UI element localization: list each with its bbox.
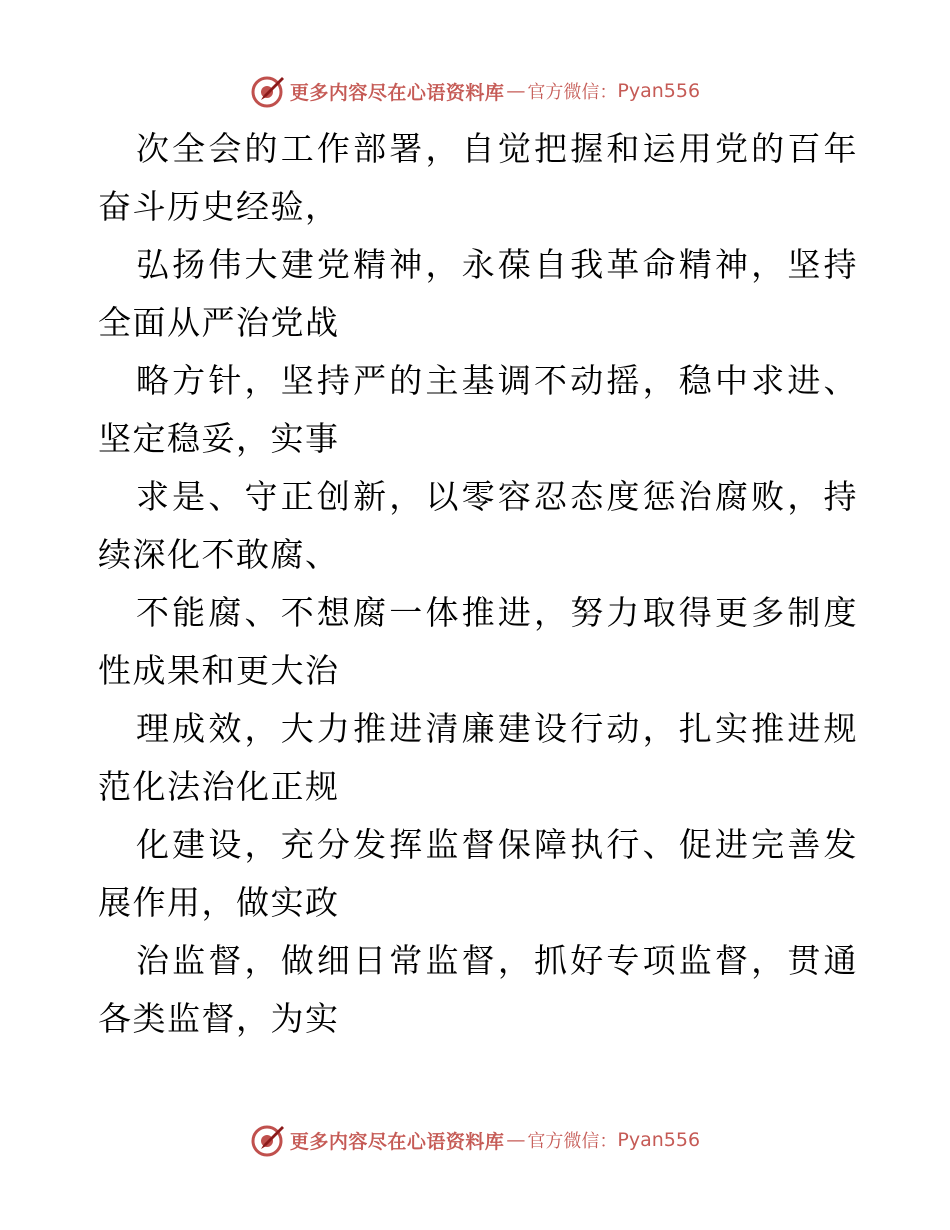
paragraph: 治监督，做细日常监督，抓好专项监督，贯通各类监督，为实 [98,941,858,1038]
document-body [98,120,858,1048]
paragraph: 求是、守正创新，以零容忍态度惩治腐败，持续深化不敢腐、 [98,477,858,574]
banner-text: 更多内容尽在心语资料库 [289,1130,505,1153]
paragraph: 理成效，大力推进清廉建设行动，扎实推进规范化法治化正规 [98,709,858,806]
wechat-label: 官方微信： [527,1131,618,1152]
paragraph: 弘扬伟大建党精神，永葆自我革命精神，坚持全面从严治党战 [98,245,858,342]
wechat-id: Pyan556 [617,1129,701,1151]
wechat-id: Pyan556 [617,80,701,102]
pen-logo-icon [250,1122,286,1158]
banner-separator: — [506,1129,526,1151]
paragraph: 次全会的工作部署，自觉把握和运用党的百年奋斗历史经验， [98,129,858,226]
wechat-label: 官方微信： [527,82,618,103]
paragraph: 化建设，充分发挥监督保障执行、促进完善发展作用，做实政 [98,825,858,922]
pen-logo-icon [250,73,286,109]
paragraph: 不能腐、不想腐一体推进，努力取得更多制度性成果和更大治 [98,593,858,690]
banner-separator: — [506,80,526,102]
paragraph: 略方针，坚持严的主基调不动摇，稳中求进、坚定稳妥，实事 [98,361,858,458]
banner-text: 更多内容尽在心语资料库 [289,81,505,104]
footer-banner [0,1120,950,1160]
header-banner [0,71,950,111]
